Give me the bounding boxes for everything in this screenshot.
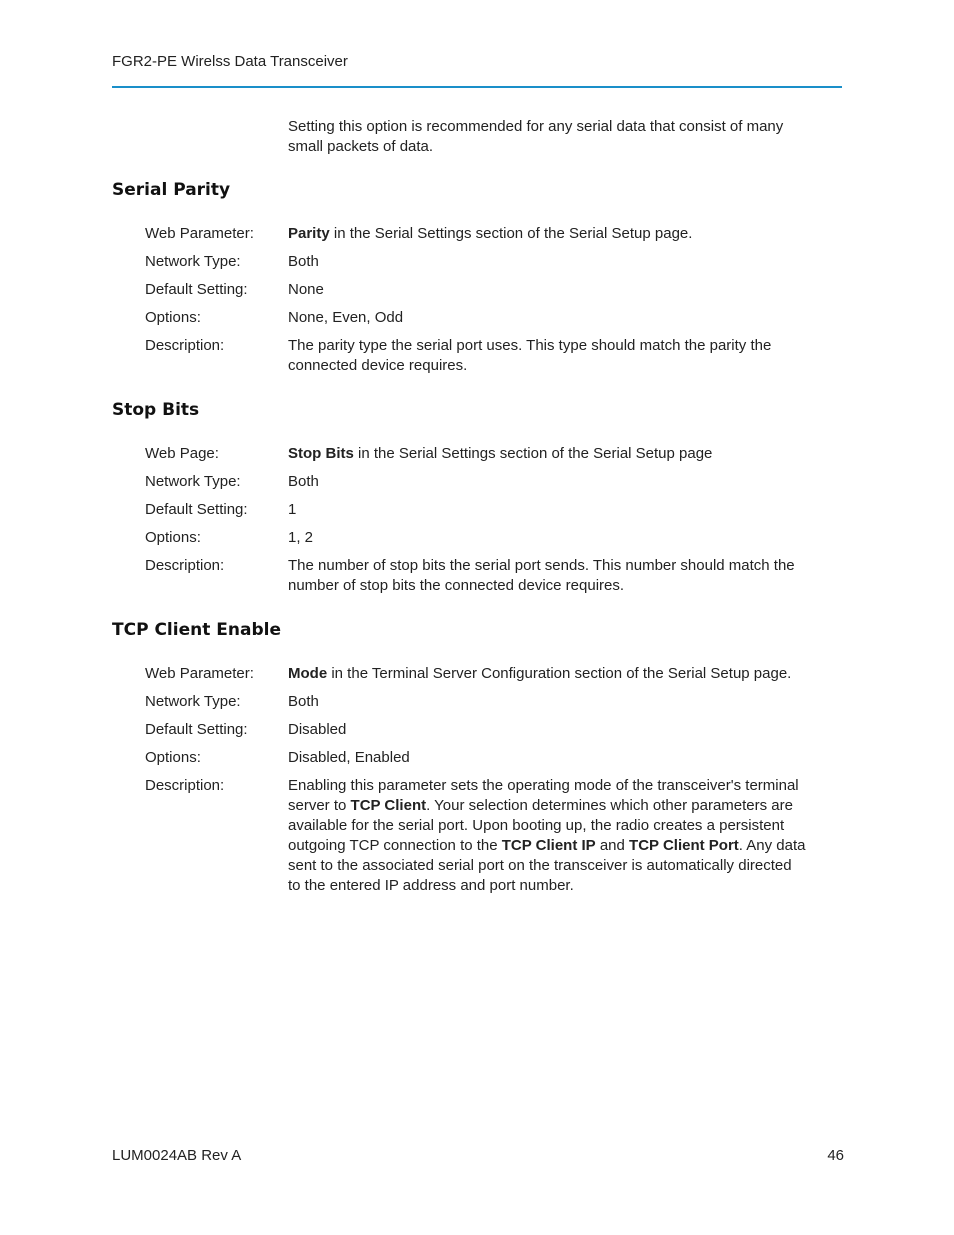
description-bold-term: TCP Client xyxy=(350,797,427,814)
param-value: None, Even, Odd xyxy=(288,309,404,326)
intro-paragraph: Setting this option is recommended for any serial data that consist of many small packets of data. xyxy=(288,118,784,155)
param-label: Network Type: xyxy=(145,253,241,270)
param-label: Description: xyxy=(145,337,225,354)
description-bold-term: TCP Client IP xyxy=(501,837,596,854)
description-text: and xyxy=(595,837,630,854)
param-value: Disabled, Enabled xyxy=(288,749,410,766)
param-value xyxy=(288,776,808,896)
param-value: Both xyxy=(288,693,319,710)
param-value xyxy=(288,444,808,464)
param-label: Network Type: xyxy=(145,473,241,490)
section-heading-tcp-client-enable: TCP Client Enable xyxy=(112,620,281,640)
param-value: Disabled xyxy=(288,721,347,738)
param-value-bold: Mode xyxy=(288,665,328,682)
param-value-text: in the Terminal Server Configuration section of the Serial Setup page. xyxy=(327,665,792,682)
header-rule xyxy=(112,86,842,88)
param-value: The number of stop bits the serial port sends. This number should match the number of stop bits the connected device requires. xyxy=(288,557,795,594)
description-text: . Any data sent to the associated serial port on the transceiver is automatically directed to the entered IP address and port number. xyxy=(288,837,806,894)
param-value: Both xyxy=(288,253,319,270)
param-label: Web Parameter: xyxy=(145,665,254,682)
param-value-bold: Parity xyxy=(288,225,330,242)
param-value xyxy=(288,664,808,684)
param-label: Options: xyxy=(145,309,201,326)
param-value: 1, 2 xyxy=(288,529,314,546)
param-label: Description: xyxy=(145,777,225,794)
param-value: None xyxy=(288,281,324,298)
section-heading-stop-bits: Stop Bits xyxy=(112,400,200,420)
param-value-text: in the Serial Settings section of the Serial Setup page. xyxy=(329,225,693,242)
param-value xyxy=(288,224,808,244)
footer-doc-id: LUM0024AB Rev A xyxy=(112,1147,242,1164)
param-label: Web Page: xyxy=(145,445,219,462)
page-header-title: FGR2-PE Wirelss Data Transceiver xyxy=(112,53,348,70)
param-value: 1 xyxy=(288,501,297,518)
param-value-text: in the Serial Settings section of the Serial Setup page xyxy=(353,445,713,462)
param-value: The parity type the serial port uses. This type should match the parity the connected device requires. xyxy=(288,337,772,374)
param-label: Default Setting: xyxy=(145,721,248,738)
param-label: Options: xyxy=(145,529,201,546)
param-label: Default Setting: xyxy=(145,501,248,518)
param-label: Description: xyxy=(145,557,225,574)
param-value-bold: Stop Bits xyxy=(288,445,354,462)
param-label: Web Parameter: xyxy=(145,225,254,242)
param-label: Network Type: xyxy=(145,693,241,710)
footer-page-number: 46 xyxy=(827,1147,844,1164)
param-value: Both xyxy=(288,473,319,490)
section-heading-serial-parity: Serial Parity xyxy=(112,180,231,200)
description-text: Enabling this parameter sets the operating mode of the transceiver's terminal server to xyxy=(288,777,799,814)
param-label: Options: xyxy=(145,749,201,766)
description-text: . Your selection determines which other parameters are available for the serial port. Upon booting up, the radio creates a persistent outgoing TCP connection to the xyxy=(288,797,793,854)
description-bold-term: TCP Client Port xyxy=(629,837,739,854)
param-label: Default Setting: xyxy=(145,281,248,298)
